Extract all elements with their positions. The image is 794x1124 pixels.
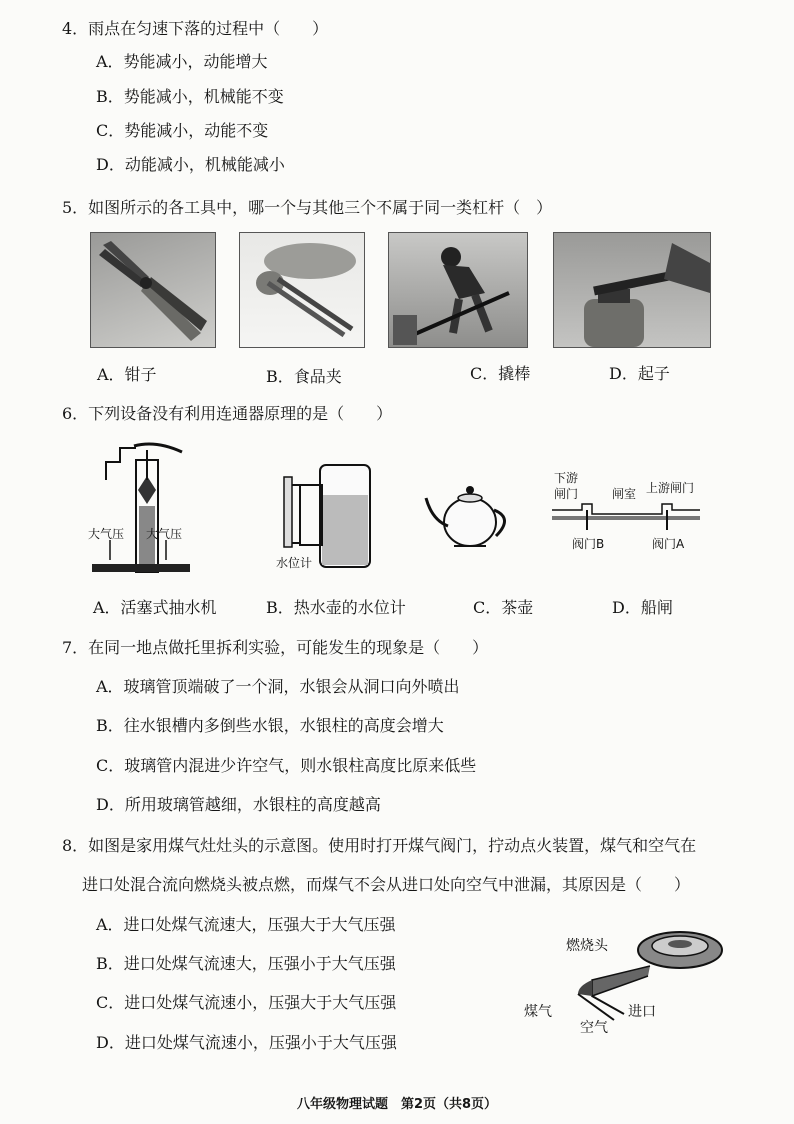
q4-option-a: A．势能减小，动能增大 xyxy=(96,52,268,71)
q4-option-b: B．势能减小，机械能不变 xyxy=(96,87,284,106)
q5-caption-d: D．起子 xyxy=(609,364,670,383)
downstream-gate-label-2: 闸门 xyxy=(554,487,579,501)
q6-caption-b: B．热水壶的水位计 xyxy=(266,598,406,617)
q5-caption-b: B．食品夹 xyxy=(266,367,342,386)
q7-option-d: D．所用玻璃管越细，水银柱的高度越高 xyxy=(96,795,381,814)
gas-stove-burner-diagram xyxy=(520,920,730,1040)
water-gauge-kettle-diagram xyxy=(270,455,385,580)
q8-option-c: C．进口处煤气流速小，压强大于大气压强 xyxy=(96,993,397,1012)
bottle-opener-photo xyxy=(553,232,711,348)
inlet-label: 进口 xyxy=(628,1004,656,1020)
atm-left-label: 大气压 xyxy=(88,527,125,541)
q7-option-a: A．玻璃管顶端破了一个洞，水银会从洞口向外喷出 xyxy=(96,677,460,696)
q7-stem: 7．在同一地点做托里拆利实验，可能发生的现象是（ ） xyxy=(62,638,489,657)
q4-stem: 4．雨点在匀速下落的过程中（ ） xyxy=(62,19,329,38)
q5-stem: 5．如图所示的各工具中，哪一个与其他三个不属于同一类杠杆（ ） xyxy=(62,198,553,217)
q5-caption-a: A．钳子 xyxy=(97,365,157,384)
q6-caption-d: D．船闸 xyxy=(612,598,673,617)
ship-lock-diagram xyxy=(552,470,702,562)
q6-stem: 6．下列设备没有利用连通器原理的是（ ） xyxy=(62,404,393,423)
lock-chamber-label: 闸室 xyxy=(612,487,637,501)
q4-option-d: D．动能减小，机械能减小 xyxy=(96,155,285,174)
crowbar-photo xyxy=(388,232,528,348)
q7-option-b: B．往水银槽内多倒些水银，水银柱的高度会增大 xyxy=(96,716,444,735)
q5-caption-c: C．撬棒 xyxy=(470,364,531,383)
pliers-photo xyxy=(90,232,216,348)
air-label: 空气 xyxy=(580,1020,608,1036)
q8-stem-line1: 8．如图是家用煤气灶灶头的示意图。使用时打开煤气阀门，拧动点火装置，煤气和空气在 xyxy=(62,836,697,855)
upstream-gate-label: 上游闸门 xyxy=(646,481,695,495)
valve-b-label: 阀门B xyxy=(572,537,605,551)
valve-a-label: 阀门A xyxy=(652,537,685,551)
q6-caption-a: A．活塞式抽水机 xyxy=(93,598,217,617)
q8-option-a: A．进口处煤气流速大，压强大于大气压强 xyxy=(96,915,396,934)
q8-option-d: D．进口处煤气流速小，压强小于大气压强 xyxy=(96,1033,397,1052)
q8-option-b: B．进口处煤气流速大，压强小于大气压强 xyxy=(96,954,396,973)
piston-pump-diagram xyxy=(86,440,196,580)
atm-right-label: 大气压 xyxy=(146,527,183,541)
page-footer: 八年级物理试题 第2页（共8页） xyxy=(296,1097,498,1112)
burner-label: 燃烧头 xyxy=(566,938,608,954)
q8-stem-line2: 进口处混合流向燃烧头被点燃，而煤气不会从进口处向空气中泄漏，其原因是（ ） xyxy=(82,875,691,894)
gas-label: 煤气 xyxy=(524,1004,552,1020)
q6-caption-c: C．茶壶 xyxy=(473,598,534,617)
downstream-gate-label: 下游 xyxy=(554,471,579,485)
q4-option-c: C．势能减小，动能不变 xyxy=(96,121,269,140)
food-tongs-photo xyxy=(239,232,365,348)
teapot-diagram xyxy=(424,470,514,560)
water-gauge-label: 水位计 xyxy=(276,556,313,570)
q7-option-c: C．玻璃管内混进少许空气，则水银柱高度比原来低些 xyxy=(96,756,477,775)
